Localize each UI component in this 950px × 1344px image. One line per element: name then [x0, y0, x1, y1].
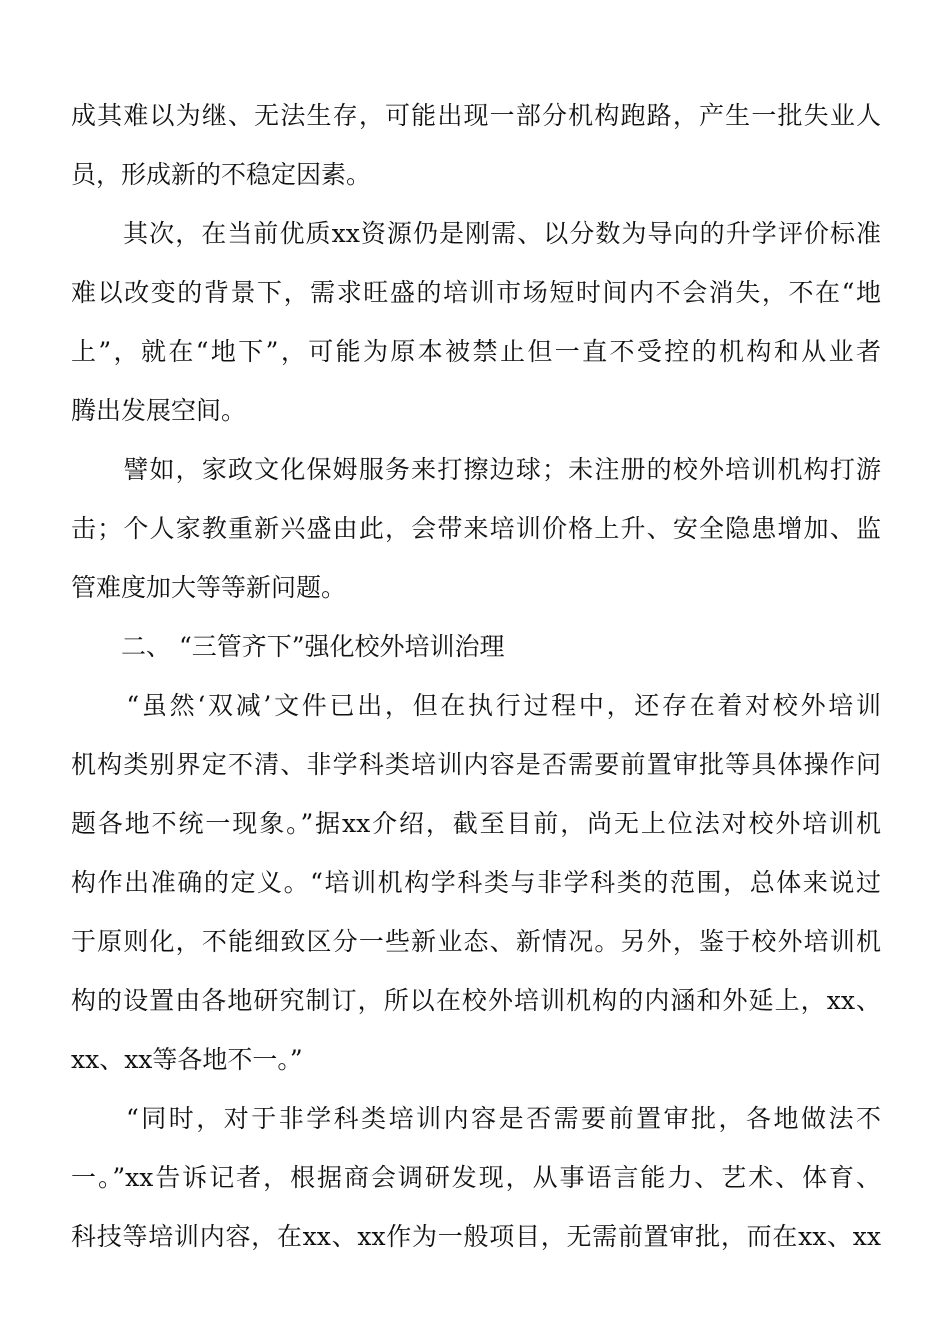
text-line: “虽然‘双减’文件已出，但在执行过程中，还存在着对校外培训	[71, 691, 881, 720]
text-line: 譬如，家政文化保姆服务来打擦边球；未注册的校外培训机构打游	[71, 455, 881, 484]
text-line: 上”，就在“地下”，可能为原本被禁止但一直不受控的机构和从业者	[71, 337, 881, 366]
text-line: 构的设置由各地研究制订，所以在校外培训机构的内涵和外延上，xx、	[71, 986, 881, 1015]
text-line: 题各地不统一现象。”据xx介绍，截至目前，尚无上位法对校外培训机	[71, 809, 881, 838]
text-line: 其次，在当前优质xx资源仍是刚需、以分数为导向的升学评价标准	[71, 219, 881, 248]
text-line: 难以改变的背景下，需求旺盛的培训市场短时间内不会消失，不在“地	[71, 278, 881, 307]
text-line: 科技等培训内容，在xx、xx作为一般项目，无需前置审批，而在xx、xx	[71, 1222, 881, 1251]
text-line: 腾出发展空间。	[71, 396, 247, 425]
text-line: 构作出准确的定义。“培训机构学科类与非学科类的范围，总体来说过	[71, 868, 881, 897]
text-line: xx、xx等各地不一。”	[71, 1045, 303, 1074]
document-body	[71, 94, 881, 1274]
text-line: 于原则化，不能细致区分一些新业态、新情况。另外，鉴于校外培训机	[71, 927, 881, 956]
text-line: 一。”xx告诉记者，根据商会调研发现，从事语言能力、艺术、体育、	[71, 1163, 881, 1192]
text-line: 成其难以为继、无法生存，可能出现一部分机构跑路，产生一批失业人	[71, 101, 881, 130]
section-heading: 二、 “三管齐下”强化校外培训治理	[71, 632, 505, 661]
text-line: “同时，对于非学科类培训内容是否需要前置审批，各地做法不	[71, 1104, 881, 1133]
text-line: 管难度加大等等新问题。	[71, 573, 347, 602]
text-line: 员，形成新的不稳定因素。	[71, 160, 372, 189]
text-line: 机构类别界定不清、非学科类培训内容是否需要前置审批等具体操作问	[71, 750, 881, 779]
text-line: 击；个人家教重新兴盛由此，会带来培训价格上升、安全隐患增加、监	[71, 514, 881, 543]
